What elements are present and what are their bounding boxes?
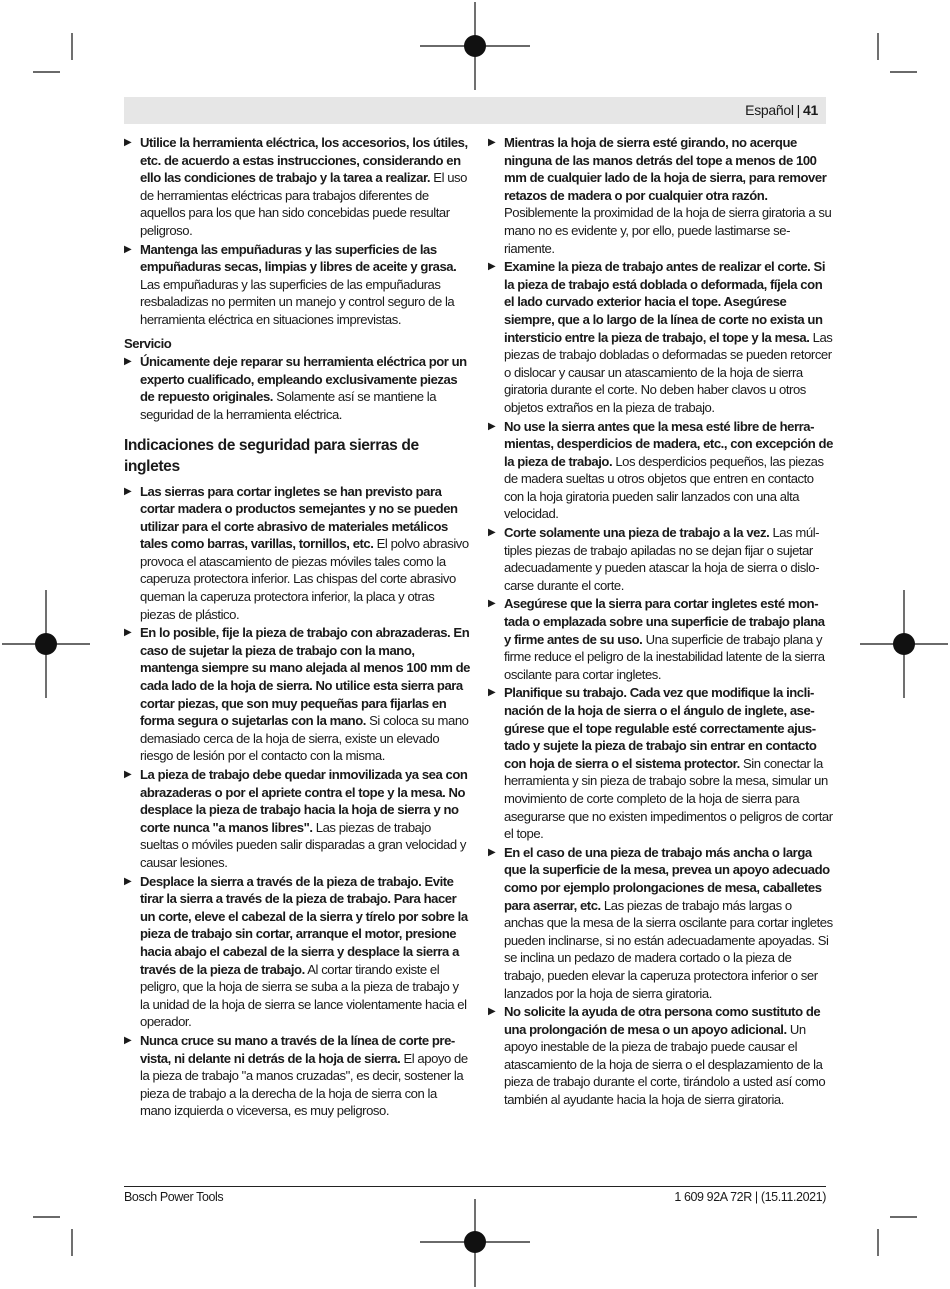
bullet-arrow-icon: ▶ [488,598,496,610]
item-bold-text: No solicite la ayuda de otra persona como sustituto de una prolongación de mesa o un apoyo adicional. [504,1004,821,1037]
right-column [488,134,834,1110]
bullet-arrow-icon: ▶ [488,137,496,148]
list-item [124,1032,470,1120]
bullet-arrow-icon: ▶ [124,1034,132,1046]
bullet-arrow-icon: ▶ [124,137,132,148]
list-item [124,241,470,329]
list-item [488,418,834,524]
item-body-text: Las piezas de trabajo dobladas o deformadas se pueden retorcer o dislocar y causar un atascamiento de la hoja de sierra giratoria durante el corte. No deben haber clavos u otros objetos extraños en la pieza de trabajo. [504,329,833,415]
bullet-arrow-icon: ▶ [124,627,132,639]
list-item [488,258,834,416]
item-body-text: Las múltiples piezas de trabajo apiladas no se dejan fijar o sujetar adecuadamente y pueden atascar la hoja de sierra o dislocarse durante el corte. [504,525,820,593]
item-body-text: El polvo abrasivo provoca el atascamiento de piezas móviles tales como la caperuza protectora inferior. Las chispas del corte abrasivo queman la caperuza protectora inferior, la placa y otras piezas de plástico. [140,536,469,622]
item-bold-text: Examine la pieza de trabajo antes de realizar el corte. Si la pieza de trabajo está doblada o deformada, fíjela con el lado curvado exterior hacia el tope. Asegúrese siempre, que a lo largo de la línea de corte no exista un intersticio entre la pieza de trabajo, el tope y la mesa. [504,259,826,345]
bullet-arrow-icon: ▶ [488,846,496,858]
item-body-text: Al cortar tirando existe el peligro, que la hoja de sierra se suba a la pieza de trabajo y la unidad de la hoja de sierra se lance violentamente hacia el operador. [140,961,467,1030]
item-bold-text: Corte solamente una pieza de trabajo a la vez. [504,525,770,541]
item-body-text: Una superficie de trabajo plana y firme reduce el peligro de la inestabilidad latente de la sierra oscilante para cortar ingletes. [504,631,825,682]
item-body-text: Sin conectar la herramienta y sin pieza de trabajo sobre la mesa, simular un movimiento de corte completo de la hoja de sierra para asegurarse que no existen impedimentos o peligros de cortar el tope. [504,755,833,842]
list-item [488,595,834,683]
section-heading: Indicaciones de seguridad para sierras de ingletes [124,436,419,475]
page-header-bar [124,97,826,124]
item-bold-text: Utilice la herramienta eléctrica, los accesorios, los útiles, etc. de acuerdo a estas instrucciones, considerando en ello las condiciones de trabajo y la tarea a realizar. [140,135,468,186]
item-body-text: Las piezas de trabajo más largas o anchas que la mesa de la sierra oscilante para cortar ingletes pueden inclinarse, si no están adecuadamente apoyadas. Si se inclina un pedazo de madera cortado o la pieza de trabajo, pueden elevar la caperuza protectora inferior o ser lanzados por la hoja de sierra giratoria. [504,897,833,1001]
item-bold-text: Las sierras para cortar ingletes se han previsto para cortar madera o productos semejantes y no se pueden utilizar para el corte abrasivo de materiales metálicos tales como barras, varillas, tornillos, etc. [140,483,458,552]
item-body-text: Posiblemente la proximidad de la hoja de sierra giratoria a su mano no es evidente y, por ello, puede lastimarse seriamente. [504,205,832,256]
miter-saw-safety-list-continued [488,134,834,1109]
item-bold-text: En lo posible, fije la pieza de trabajo con abrazaderas. En caso de sujetar la pieza de trabajo con la mano, mantenga siempre su mano alejada al menos 100 mm de cada lado de la hoja de sierra. No utilice esta sierra para cortar piezas, que son muy pequeñas para fijarlas en forma segura o sujetarlas con la mano. [140,625,470,729]
item-bold-text: Mantenga las empuñaduras y las superficies de las empuñaduras secas, limpias y libres de aceite y grasa. [140,241,457,275]
list-item [124,353,470,423]
list-item [488,134,834,257]
list-item [488,844,834,1002]
footer-doc-number: 1 609 92A 72R | (15.11.2021) [674,1190,826,1204]
general-safety-list [124,134,470,329]
item-body-text: Si coloca su mano demasiado cerca de la hoja de sierra, existe un elevado riesgo de lesión por el contacto con la misma. [140,713,469,764]
list-item [488,524,834,594]
item-bold-text: Nunca cruce su mano a través de la línea de corte prevista, ni delante ni detrás de la hoja de sierra. [140,1032,456,1066]
item-body-text: Solamente así se mantiene la seguridad de la herramienta eléctrica. [140,389,437,422]
page-number: 41 [803,102,818,118]
item-body-text: El apoyo de la pieza de trabajo "a manos cruzadas", es decir, sostener la pieza de trabajo a la derecha de la hoja de sierra con la mano izquierda o viceversa, es muy peligroso. [140,1050,468,1119]
bullet-arrow-icon: ▶ [488,527,496,539]
item-body-text: Un apoyo inestable de la pieza de trabajo puede causar el atascamiento de la hoja de sierra o el desplazamiento de la pieza de trabajo durante el corte, tirándolo a usted así como también al ayudante hacia la hoja de sierra giratoria. [504,1021,826,1108]
bullet-arrow-icon: ▶ [488,1006,496,1018]
item-bold-text: No use la sierra antes que la mesa esté libre de herramientas, desperdicios de madera, etc., con excepción de la pieza de trabajo. [504,418,833,469]
list-item [124,134,470,240]
item-bold-text: Mientras la hoja de sierra esté girando, no acerque ninguna de las manos detrás del tope a menos de 100 mm de cualquier lado de la hoja de sierra, para remover retazos de madera o por cualquier otra razón. [504,135,827,203]
item-bold-text: Planifique su trabajo. Cada vez que modifique la inclinación de la hoja de sierra o el ángulo de inglete, asegúrese que el tope regulable esté correctamente ajustado y sujete la pieza de trabajo sin entrar en contacto con hoja de sierra o el sistema protector. [504,685,817,771]
service-label: Servicio [124,335,172,351]
bullet-arrow-icon: ▶ [124,875,132,887]
list-item [488,1003,834,1109]
item-bold-text: La pieza de trabajo debe quedar inmovilizada ya sea con abrazaderas o por el apriete contra el tope y la mesa. No desplace la pieza de trabajo hacia la hoja de sierra y no corte nunca "a manos libres". [140,767,468,835]
footer-brand: Bosch Power Tools [124,1190,224,1204]
item-body-text: Las empuñaduras y las superficies de las empuñaduras resbaladizas no permiten un manejo y control seguro de la herramienta eléctrica en situaciones imprevistas. [140,276,455,327]
bullet-arrow-icon: ▶ [488,420,496,432]
header-separator: | [796,102,801,118]
item-bold-text: Únicamente deje reparar su herramienta eléctrica por un experto cualificado, empleando exclusivamente piezas de repuesto originales. [140,354,467,405]
left-column [124,134,470,1121]
bullet-arrow-icon: ▶ [488,261,496,273]
item-body-text: Las piezas de trabajo sueltas o móviles pueden salir disparadas a gran velocidad y causar lesiones. [140,819,467,870]
list-item [124,766,470,872]
item-bold-text: En el caso de una pieza de trabajo más ancha o larga que la superficie de la mesa, prevea un apoyo adecuado como por ejemplo prolongaciones de mesa, caballetes para aserrar, etc. [504,844,830,913]
item-bold-text: Asegúrese que la sierra para cortar ingletes esté montada o emplazada sobre una superficie de trabajo plana y firme antes de su uso. [504,596,825,647]
list-item [124,483,470,624]
service-list [124,353,470,423]
bullet-arrow-icon: ▶ [124,356,132,368]
item-body-text: El uso de herramientas eléctricas para trabajos diferentes de aquellos para los que han sido concebidas puede resultar peligroso. [140,170,467,238]
page-header [745,102,818,118]
bullet-arrow-icon: ▶ [124,243,132,255]
footer-rule [124,1186,826,1187]
list-item [124,873,470,1031]
bullet-arrow-icon: ▶ [124,769,132,780]
list-item [124,624,470,765]
list-item [488,684,834,842]
header-language: Español [745,102,794,118]
item-bold-text: Desplace la sierra a través de la pieza de trabajo. Evite tirar la sierra a través de la pieza de trabajo. Para hacer un corte, eleve el cabezal de la sierra y tírelo por sobre la pieza de trabajo sin cortar, arranque el motor, presione hacia abajo el cabezal de la sierra y desplace la sierra a través de la pieza de trabajo. [140,873,468,977]
bullet-arrow-icon: ▶ [488,687,496,699]
miter-saw-safety-list [124,483,470,1120]
item-body-text: Los desperdicios pequeños, las piezas de madera sueltas u otros objetos que entren en contacto con la hoja giratoria pueden salir lanzados con una alta velocidad. [504,453,824,522]
bullet-arrow-icon: ▶ [124,485,132,497]
